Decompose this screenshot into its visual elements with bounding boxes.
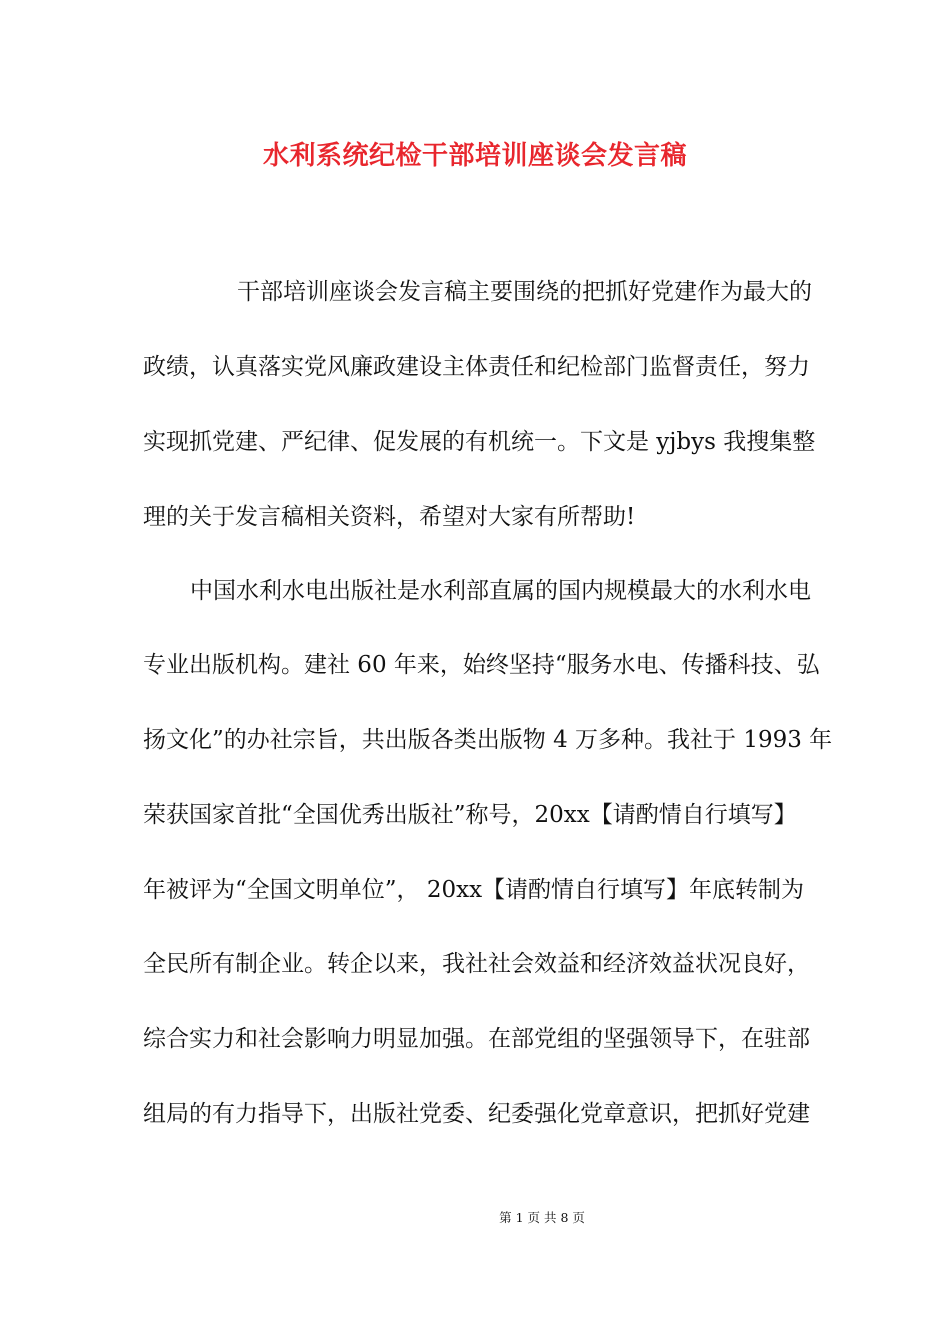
paragraph-1-line-2: 政绩，认真落实党风廉政建设主体责任和纪检部门监督责任，努力 (143, 354, 810, 380)
paragraph-2-line-6: 全民所有制企业。转企以来，我社社会效益和经济效益状况良好， (143, 951, 810, 977)
paragraph-2-line-3: 扬文化”的办社宗旨，共出版各类出版物 4 万多种。我社于 1993 年 (143, 727, 833, 753)
paragraph-1-line-1: 干部培训座谈会发言稿主要围绕的把抓好党建作为最大的 (237, 279, 812, 305)
paragraph-2-line-1: 中国水利水电出版社是水利部直属的国内规模最大的水利水电 (190, 578, 811, 604)
paragraph-2-line-7: 综合实力和社会影响力明显加强。在部党组的坚强领导下，在驻部 (143, 1026, 810, 1052)
paragraph-1-line-3: 实现抓党建、严纪律、促发展的有机统一。下文是 yjbys 我搜集整 (143, 429, 816, 455)
paragraph-2-line-4: 荣获国家首批“全国优秀出版社”称号，20xx【请酌情自行填写】 (143, 802, 797, 828)
paragraph-2-line-5: 年被评为“全国文明单位”， 20xx【请酌情自行填写】年底转制为 (143, 877, 805, 903)
document-title: 水利系统纪检干部培训座谈会发言稿 (262, 141, 687, 171)
paragraph-1-line-4: 理的关于发言稿相关资料，希望对大家有所帮助! (143, 504, 636, 530)
paragraph-2-line-2: 专业出版机构。建社 60 年来，始终坚持“服务水电、传播科技、弘 (143, 652, 820, 678)
page-number-footer: 第 1 页 共 8 页 (499, 1210, 585, 1225)
paragraph-2-line-8: 组局的有力指导下，出版社党委、纪委强化党章意识，把抓好党建 (143, 1101, 810, 1127)
